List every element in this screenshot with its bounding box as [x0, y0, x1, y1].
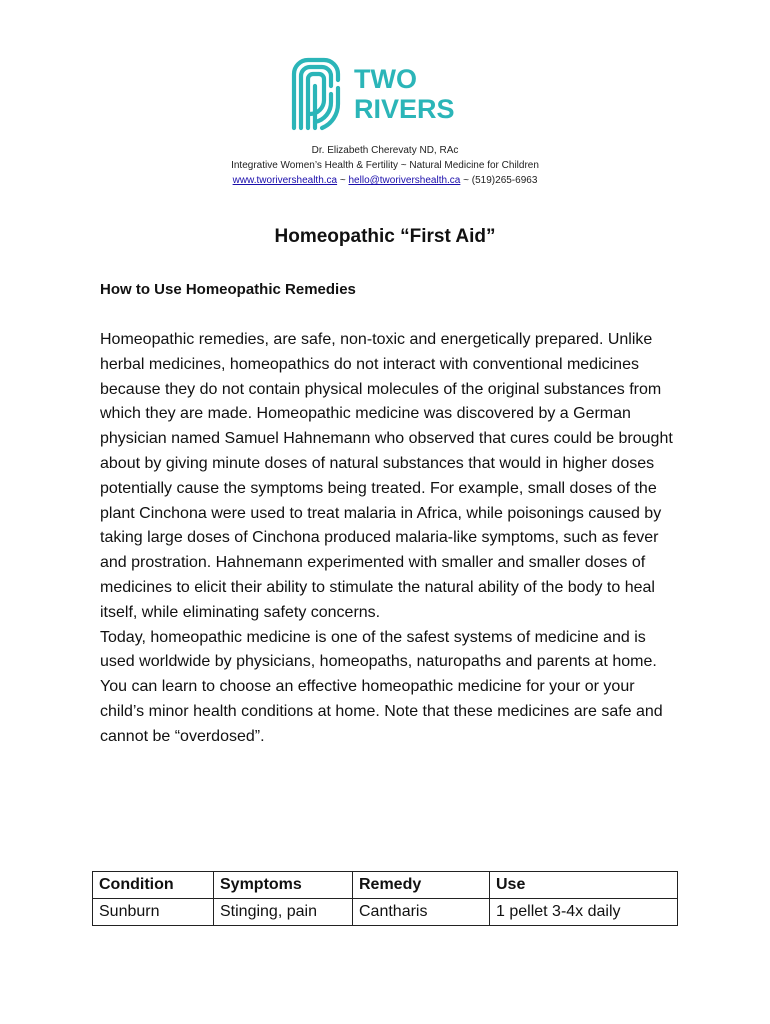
table-cell-use: 1 pellet 3-4x daily	[490, 899, 678, 926]
body-text	[100, 328, 680, 750]
column-header-condition: Condition	[93, 872, 214, 899]
paragraph: Today, homeopathic medicine is one of the safest systems of medicine and is used worldwide by physicians, homeopaths, naturopaths and parents at home.	[100, 628, 657, 671]
column-header-use: Use	[490, 872, 678, 899]
remedy-table	[92, 871, 678, 926]
table-row	[93, 899, 678, 926]
logo-text-line2: RIVERS	[354, 94, 455, 124]
table-header-row	[93, 872, 678, 899]
phone-number: (519)265-6963	[471, 175, 538, 186]
column-header-symptoms: Symptoms	[214, 872, 353, 899]
table-cell-symptoms: Stinging, pain	[214, 899, 353, 926]
contact-line	[0, 173, 770, 188]
table-cell-condition: Sunburn	[93, 899, 214, 926]
two-rivers-logo	[290, 56, 490, 132]
website-link[interactable]: www.tworivershealth.ca	[232, 175, 338, 186]
doctor-name: Dr. Elizabeth Cherevaty ND, RAc	[311, 145, 459, 156]
paragraph: You can learn to choose an effective homeopathic medicine for your or your child’s minor health conditions at home. Note that these medicines are safe and cannot be “overdosed”.	[100, 678, 663, 745]
contact-separator: ~	[337, 175, 349, 186]
section-heading: How to Use Homeopathic Remedies	[100, 281, 356, 298]
practice-tagline: Integrative Women’s Health & Fertility ~ Natural Medicine for Children	[231, 160, 539, 171]
logo-text-line1: TWO	[354, 64, 417, 94]
email-link[interactable]: hello@tworivershealth.ca	[348, 175, 461, 186]
column-header-remedy: Remedy	[353, 872, 490, 899]
contact-separator: ~	[460, 175, 472, 186]
paragraph: Homeopathic remedies, are safe, non-toxic and energetically prepared. Unlike herbal medicines, homeopathics do not interact with conventional medicines because they do not contain physical molecules of the original substances from which they are made. Homeopathic medicine was discovered by a German physician named Samuel Hahnemann who observed that cures could be brought about by giving minute doses of natural substances that would in higher doses potentially cause the symptoms being treated. For example, small doses of the plant Cinchona were used to treat malaria in Africa, while poisonings caused by taking large doses of Cinchona produced malaria-like symptoms, such as fever and prostration. Hahnemann experimented with smaller and smaller doses of medicines to elicit their ability to stimulate the natural ability of the body to heal itself, while eliminating safety concerns.	[100, 331, 673, 621]
table-cell-remedy: Cantharis	[353, 899, 490, 926]
document-title: Homeopathic “First Aid”	[274, 226, 496, 247]
letterhead-info	[0, 143, 770, 188]
